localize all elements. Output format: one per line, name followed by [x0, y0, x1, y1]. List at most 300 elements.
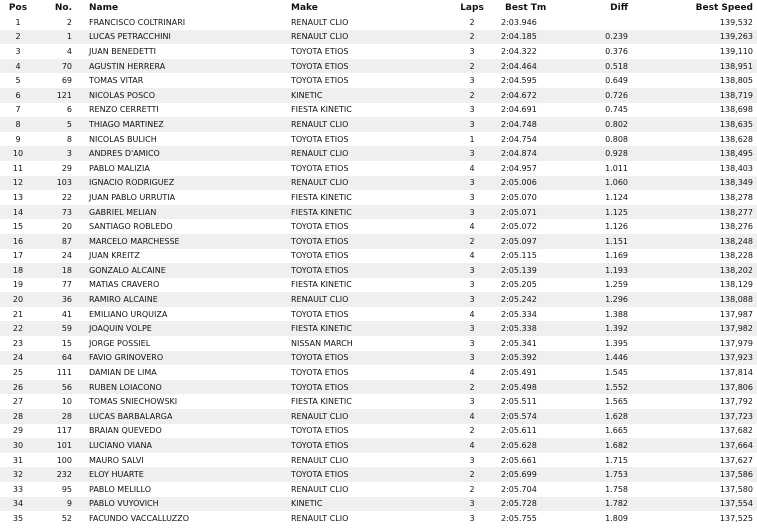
- cell-pos: 7: [0, 103, 36, 118]
- cell-best-speed: 138,495: [628, 146, 757, 161]
- cell-make: NISSAN MARCH: [291, 336, 443, 351]
- cell-best-tm: 2:05.661: [501, 453, 567, 468]
- cell-diff: 1.552: [567, 380, 628, 395]
- cell-best-tm: 2:05.491: [501, 365, 567, 380]
- cell-best-speed: 138,951: [628, 59, 757, 74]
- cell-laps: 3: [443, 336, 501, 351]
- cell-make: TOYOTA ETIOS: [291, 424, 443, 439]
- cell-no: 87: [36, 234, 72, 249]
- cell-make: TOYOTA ETIOS: [291, 219, 443, 234]
- cell-best-tm: 2:05.755: [501, 511, 567, 526]
- cell-name: THIAGO MARTINEZ: [72, 117, 291, 132]
- cell-laps: 2: [443, 482, 501, 497]
- cell-name: MAURO SALVI: [72, 453, 291, 468]
- cell-laps: 3: [443, 263, 501, 278]
- table-row: [0, 103, 757, 118]
- cell-no: 121: [36, 88, 72, 103]
- cell-no: 6: [36, 103, 72, 118]
- cell-name: RAMIRO ALCAINE: [72, 292, 291, 307]
- cell-pos: 20: [0, 292, 36, 307]
- cell-laps: 3: [443, 190, 501, 205]
- cell-pos: 3: [0, 44, 36, 59]
- cell-make: TOYOTA ETIOS: [291, 73, 443, 88]
- cell-make: RENAULT CLIO: [291, 409, 443, 424]
- cell-pos: 34: [0, 497, 36, 512]
- cell-diff: 0.239: [567, 30, 628, 45]
- cell-best-tm: 2:04.691: [501, 103, 567, 118]
- cell-best-tm: 2:05.139: [501, 263, 567, 278]
- cell-no: 5: [36, 117, 72, 132]
- cell-pos: 35: [0, 511, 36, 526]
- cell-pos: 22: [0, 321, 36, 336]
- cell-pos: 23: [0, 336, 36, 351]
- cell-no: 3: [36, 146, 72, 161]
- cell-best-speed: 138,805: [628, 73, 757, 88]
- cell-diff: 1.628: [567, 409, 628, 424]
- cell-make: TOYOTA ETIOS: [291, 263, 443, 278]
- cell-no: 36: [36, 292, 72, 307]
- cell-diff: 1.753: [567, 467, 628, 482]
- table-row: [0, 190, 757, 205]
- cell-laps: 2: [443, 380, 501, 395]
- cell-laps: 3: [443, 321, 501, 336]
- cell-best-tm: 2:05.628: [501, 438, 567, 453]
- column-header-laps: Laps: [460, 2, 484, 13]
- cell-best-speed: 138,129: [628, 278, 757, 293]
- cell-name: JUAN PABLO URRUTIA: [72, 190, 291, 205]
- cell-laps: 3: [443, 146, 501, 161]
- cell-no: 70: [36, 59, 72, 74]
- cell-no: 69: [36, 73, 72, 88]
- cell-name: TOMAS SNIECHOWSKI: [72, 394, 291, 409]
- cell-best-tm: 2:04.322: [501, 44, 567, 59]
- column-header-make: Make: [291, 2, 318, 13]
- cell-best-tm: 2:05.728: [501, 497, 567, 512]
- cell-pos: 18: [0, 263, 36, 278]
- cell-best-speed: 138,698: [628, 103, 757, 118]
- cell-diff: 1.126: [567, 219, 628, 234]
- cell-laps: 3: [443, 103, 501, 118]
- cell-diff: 0.726: [567, 88, 628, 103]
- table-row: [0, 380, 757, 395]
- cell-laps: 3: [443, 73, 501, 88]
- table-row: [0, 205, 757, 220]
- cell-diff: [567, 15, 628, 30]
- cell-make: TOYOTA ETIOS: [291, 351, 443, 366]
- cell-name: JOAQUIN VOLPE: [72, 321, 291, 336]
- cell-pos: 24: [0, 351, 36, 366]
- column-header-no: No.: [54, 2, 72, 13]
- cell-no: 52: [36, 511, 72, 526]
- cell-pos: 13: [0, 190, 36, 205]
- cell-make: TOYOTA ETIOS: [291, 132, 443, 147]
- cell-laps: 4: [443, 249, 501, 264]
- cell-no: 41: [36, 307, 72, 322]
- table-row: [0, 132, 757, 147]
- cell-make: TOYOTA ETIOS: [291, 380, 443, 395]
- cell-best-tm: 2:05.071: [501, 205, 567, 220]
- cell-name: JUAN BENEDETTI: [72, 44, 291, 59]
- cell-best-tm: 2:05.242: [501, 292, 567, 307]
- cell-laps: 4: [443, 219, 501, 234]
- cell-make: FIESTA KINETIC: [291, 321, 443, 336]
- cell-best-speed: 138,228: [628, 249, 757, 264]
- cell-best-speed: 137,923: [628, 351, 757, 366]
- cell-diff: 1.124: [567, 190, 628, 205]
- cell-make: RENAULT CLIO: [291, 117, 443, 132]
- cell-make: FIESTA KINETIC: [291, 278, 443, 293]
- cell-make: FIESTA KINETIC: [291, 103, 443, 118]
- cell-laps: 3: [443, 351, 501, 366]
- cell-name: SANTIAGO ROBLEDO: [72, 219, 291, 234]
- cell-make: RENAULT CLIO: [291, 292, 443, 307]
- cell-laps: 3: [443, 292, 501, 307]
- cell-diff: 0.802: [567, 117, 628, 132]
- cell-best-tm: 2:05.115: [501, 249, 567, 264]
- table-row: [0, 88, 757, 103]
- cell-laps: 2: [443, 234, 501, 249]
- cell-best-speed: 137,664: [628, 438, 757, 453]
- table-row: [0, 321, 757, 336]
- table-row: [0, 263, 757, 278]
- cell-diff: 0.518: [567, 59, 628, 74]
- cell-best-speed: 138,278: [628, 190, 757, 205]
- cell-name: JUAN KREITZ: [72, 249, 291, 264]
- table-row: [0, 161, 757, 176]
- cell-best-speed: 137,525: [628, 511, 757, 526]
- cell-best-tm: 2:05.006: [501, 176, 567, 191]
- cell-best-tm: 2:05.097: [501, 234, 567, 249]
- cell-laps: 3: [443, 205, 501, 220]
- table-row: [0, 278, 757, 293]
- cell-pos: 12: [0, 176, 36, 191]
- cell-name: DAMIAN DE LIMA: [72, 365, 291, 380]
- cell-no: 29: [36, 161, 72, 176]
- cell-no: 117: [36, 424, 72, 439]
- cell-pos: 28: [0, 409, 36, 424]
- cell-no: 73: [36, 205, 72, 220]
- cell-best-tm: 2:04.754: [501, 132, 567, 147]
- cell-best-speed: 138,719: [628, 88, 757, 103]
- cell-diff: 0.808: [567, 132, 628, 147]
- cell-best-tm: 2:03.946: [501, 15, 567, 30]
- cell-laps: 2: [443, 59, 501, 74]
- cell-make: RENAULT CLIO: [291, 30, 443, 45]
- cell-pos: 8: [0, 117, 36, 132]
- table-row: [0, 44, 757, 59]
- cell-no: 8: [36, 132, 72, 147]
- cell-diff: 1.715: [567, 453, 628, 468]
- cell-best-speed: 137,806: [628, 380, 757, 395]
- cell-make: FIESTA KINETIC: [291, 190, 443, 205]
- cell-name: FRANCISCO COLTRINARI: [72, 15, 291, 30]
- cell-name: PABLO VUYOVICH: [72, 497, 291, 512]
- cell-best-tm: 2:05.611: [501, 424, 567, 439]
- cell-no: 101: [36, 438, 72, 453]
- cell-pos: 33: [0, 482, 36, 497]
- cell-diff: 1.193: [567, 263, 628, 278]
- cell-make: FIESTA KINETIC: [291, 205, 443, 220]
- table-row: [0, 59, 757, 74]
- cell-diff: 1.395: [567, 336, 628, 351]
- cell-laps: 3: [443, 394, 501, 409]
- cell-no: 2: [36, 15, 72, 30]
- cell-name: MATIAS CRAVERO: [72, 278, 291, 293]
- cell-diff: 0.649: [567, 73, 628, 88]
- cell-make: TOYOTA ETIOS: [291, 307, 443, 322]
- cell-pos: 5: [0, 73, 36, 88]
- cell-best-tm: 2:04.185: [501, 30, 567, 45]
- cell-name: RENZO CERRETTI: [72, 103, 291, 118]
- cell-laps: 4: [443, 307, 501, 322]
- cell-make: TOYOTA ETIOS: [291, 249, 443, 264]
- cell-laps: 3: [443, 117, 501, 132]
- cell-best-speed: 138,403: [628, 161, 757, 176]
- cell-no: 4: [36, 44, 72, 59]
- cell-diff: 0.928: [567, 146, 628, 161]
- cell-diff: 1.060: [567, 176, 628, 191]
- cell-best-speed: 139,532: [628, 15, 757, 30]
- table-row: [0, 234, 757, 249]
- cell-best-speed: 138,635: [628, 117, 757, 132]
- cell-diff: 1.151: [567, 234, 628, 249]
- cell-best-speed: 138,277: [628, 205, 757, 220]
- table-row: [0, 219, 757, 234]
- cell-no: 77: [36, 278, 72, 293]
- cell-laps: 2: [443, 467, 501, 482]
- cell-best-speed: 139,110: [628, 44, 757, 59]
- cell-make: RENAULT CLIO: [291, 146, 443, 161]
- cell-pos: 32: [0, 467, 36, 482]
- cell-laps: 4: [443, 438, 501, 453]
- table-row: [0, 511, 757, 526]
- cell-diff: 0.745: [567, 103, 628, 118]
- cell-best-speed: 139,263: [628, 30, 757, 45]
- cell-best-tm: 2:05.341: [501, 336, 567, 351]
- cell-name: PABLO MALIZIA: [72, 161, 291, 176]
- cell-best-speed: 137,979: [628, 336, 757, 351]
- table-row: [0, 351, 757, 366]
- cell-no: 95: [36, 482, 72, 497]
- table-row: [0, 424, 757, 439]
- cell-diff: 1.446: [567, 351, 628, 366]
- cell-no: 64: [36, 351, 72, 366]
- column-header-pos: Pos: [8, 2, 28, 13]
- cell-no: 232: [36, 467, 72, 482]
- cell-name: GABRIEL MELIAN: [72, 205, 291, 220]
- column-header-best-tm: Best Tm: [505, 2, 547, 13]
- cell-no: 1: [36, 30, 72, 45]
- cell-name: ELOY HUARTE: [72, 467, 291, 482]
- cell-no: 15: [36, 336, 72, 351]
- cell-best-tm: 2:05.498: [501, 380, 567, 395]
- table-header-row: [0, 0, 757, 15]
- cell-best-tm: 2:04.748: [501, 117, 567, 132]
- cell-make: TOYOTA ETIOS: [291, 365, 443, 380]
- cell-diff: 1.782: [567, 497, 628, 512]
- cell-no: 100: [36, 453, 72, 468]
- cell-laps: 1: [443, 132, 501, 147]
- cell-best-speed: 138,628: [628, 132, 757, 147]
- cell-make: FIESTA KINETIC: [291, 394, 443, 409]
- cell-best-tm: 2:05.338: [501, 321, 567, 336]
- cell-name: LUCAS PETRACCHINI: [72, 30, 291, 45]
- cell-make: RENAULT CLIO: [291, 453, 443, 468]
- cell-diff: 1.011: [567, 161, 628, 176]
- cell-no: 22: [36, 190, 72, 205]
- cell-pos: 9: [0, 132, 36, 147]
- cell-pos: 30: [0, 438, 36, 453]
- cell-no: 103: [36, 176, 72, 191]
- cell-best-tm: 2:05.392: [501, 351, 567, 366]
- cell-name: FACUNDO VACCALLUZZO: [72, 511, 291, 526]
- table-row: [0, 249, 757, 264]
- table-row: [0, 438, 757, 453]
- cell-best-speed: 137,682: [628, 424, 757, 439]
- column-header-best-speed: Best Speed: [695, 2, 753, 13]
- table-row: [0, 336, 757, 351]
- cell-no: 20: [36, 219, 72, 234]
- cell-best-tm: 2:05.699: [501, 467, 567, 482]
- cell-diff: 1.259: [567, 278, 628, 293]
- cell-best-tm: 2:04.874: [501, 146, 567, 161]
- cell-name: PABLO MELILLO: [72, 482, 291, 497]
- cell-laps: 3: [443, 511, 501, 526]
- cell-make: RENAULT CLIO: [291, 482, 443, 497]
- cell-laps: 3: [443, 44, 501, 59]
- column-header-name: Name: [89, 2, 119, 13]
- cell-pos: 6: [0, 88, 36, 103]
- cell-pos: 25: [0, 365, 36, 380]
- cell-pos: 15: [0, 219, 36, 234]
- cell-pos: 21: [0, 307, 36, 322]
- cell-best-tm: 2:05.511: [501, 394, 567, 409]
- cell-diff: 1.125: [567, 205, 628, 220]
- cell-no: 56: [36, 380, 72, 395]
- cell-laps: 3: [443, 497, 501, 512]
- table-row: [0, 292, 757, 307]
- table-row: [0, 482, 757, 497]
- table-row: [0, 365, 757, 380]
- cell-make: TOYOTA ETIOS: [291, 161, 443, 176]
- cell-no: 10: [36, 394, 72, 409]
- cell-pos: 29: [0, 424, 36, 439]
- cell-no: 28: [36, 409, 72, 424]
- cell-best-speed: 138,248: [628, 234, 757, 249]
- cell-make: KINETIC: [291, 88, 443, 103]
- cell-best-tm: 2:04.595: [501, 73, 567, 88]
- cell-best-tm: 2:05.070: [501, 190, 567, 205]
- cell-pos: 2: [0, 30, 36, 45]
- cell-best-speed: 137,586: [628, 467, 757, 482]
- cell-laps: 2: [443, 15, 501, 30]
- cell-name: NICOLAS BULICH: [72, 132, 291, 147]
- cell-laps: 2: [443, 424, 501, 439]
- cell-name: LUCIANO VIANA: [72, 438, 291, 453]
- cell-pos: 26: [0, 380, 36, 395]
- table-row: [0, 453, 757, 468]
- cell-best-speed: 137,987: [628, 307, 757, 322]
- cell-name: MARCELO MARCHESSE: [72, 234, 291, 249]
- cell-pos: 17: [0, 249, 36, 264]
- cell-name: FAVIO GRINOVERO: [72, 351, 291, 366]
- table-row: [0, 15, 757, 30]
- cell-name: LUCAS BARBALARGA: [72, 409, 291, 424]
- cell-name: NICOLAS POSCO: [72, 88, 291, 103]
- cell-laps: 4: [443, 365, 501, 380]
- table-row: [0, 467, 757, 482]
- cell-diff: 1.758: [567, 482, 628, 497]
- cell-best-tm: 2:04.672: [501, 88, 567, 103]
- cell-diff: 1.545: [567, 365, 628, 380]
- cell-pos: 4: [0, 59, 36, 74]
- cell-best-speed: 138,349: [628, 176, 757, 191]
- table-row: [0, 30, 757, 45]
- cell-no: 111: [36, 365, 72, 380]
- cell-laps: 4: [443, 409, 501, 424]
- cell-diff: 1.388: [567, 307, 628, 322]
- cell-no: 24: [36, 249, 72, 264]
- cell-best-tm: 2:05.574: [501, 409, 567, 424]
- cell-no: 59: [36, 321, 72, 336]
- cell-best-tm: 2:05.205: [501, 278, 567, 293]
- cell-best-speed: 138,088: [628, 292, 757, 307]
- cell-best-tm: 2:05.704: [501, 482, 567, 497]
- cell-laps: 3: [443, 176, 501, 191]
- cell-best-speed: 137,627: [628, 453, 757, 468]
- cell-make: TOYOTA ETIOS: [291, 44, 443, 59]
- cell-best-speed: 137,554: [628, 497, 757, 512]
- table-row: [0, 146, 757, 161]
- cell-make: RENAULT CLIO: [291, 15, 443, 30]
- cell-diff: 1.296: [567, 292, 628, 307]
- cell-diff: 1.392: [567, 321, 628, 336]
- cell-laps: 3: [443, 278, 501, 293]
- cell-laps: 4: [443, 161, 501, 176]
- cell-best-speed: 138,276: [628, 219, 757, 234]
- cell-best-tm: 2:04.464: [501, 59, 567, 74]
- cell-no: 9: [36, 497, 72, 512]
- table-row: [0, 409, 757, 424]
- cell-pos: 1: [0, 15, 36, 30]
- cell-diff: 1.809: [567, 511, 628, 526]
- table-row: [0, 73, 757, 88]
- cell-make: TOYOTA ETIOS: [291, 467, 443, 482]
- cell-pos: 10: [0, 146, 36, 161]
- cell-laps: 3: [443, 453, 501, 468]
- cell-no: 18: [36, 263, 72, 278]
- cell-name: TOMAS VITAR: [72, 73, 291, 88]
- cell-best-tm: 2:05.334: [501, 307, 567, 322]
- cell-name: EMILIANO URQUIZA: [72, 307, 291, 322]
- cell-make: TOYOTA ETIOS: [291, 59, 443, 74]
- cell-make: RENAULT CLIO: [291, 176, 443, 191]
- cell-best-tm: 2:05.072: [501, 219, 567, 234]
- cell-laps: 2: [443, 30, 501, 45]
- cell-make: KINETIC: [291, 497, 443, 512]
- cell-name: GONZALO ALCAINE: [72, 263, 291, 278]
- table-row: [0, 497, 757, 512]
- cell-best-speed: 137,723: [628, 409, 757, 424]
- cell-pos: 14: [0, 205, 36, 220]
- cell-pos: 11: [0, 161, 36, 176]
- table-row: [0, 394, 757, 409]
- cell-diff: 1.682: [567, 438, 628, 453]
- cell-name: RUBEN LOIACONO: [72, 380, 291, 395]
- cell-name: JORGE POSSIEL: [72, 336, 291, 351]
- cell-make: TOYOTA ETIOS: [291, 234, 443, 249]
- cell-diff: 1.565: [567, 394, 628, 409]
